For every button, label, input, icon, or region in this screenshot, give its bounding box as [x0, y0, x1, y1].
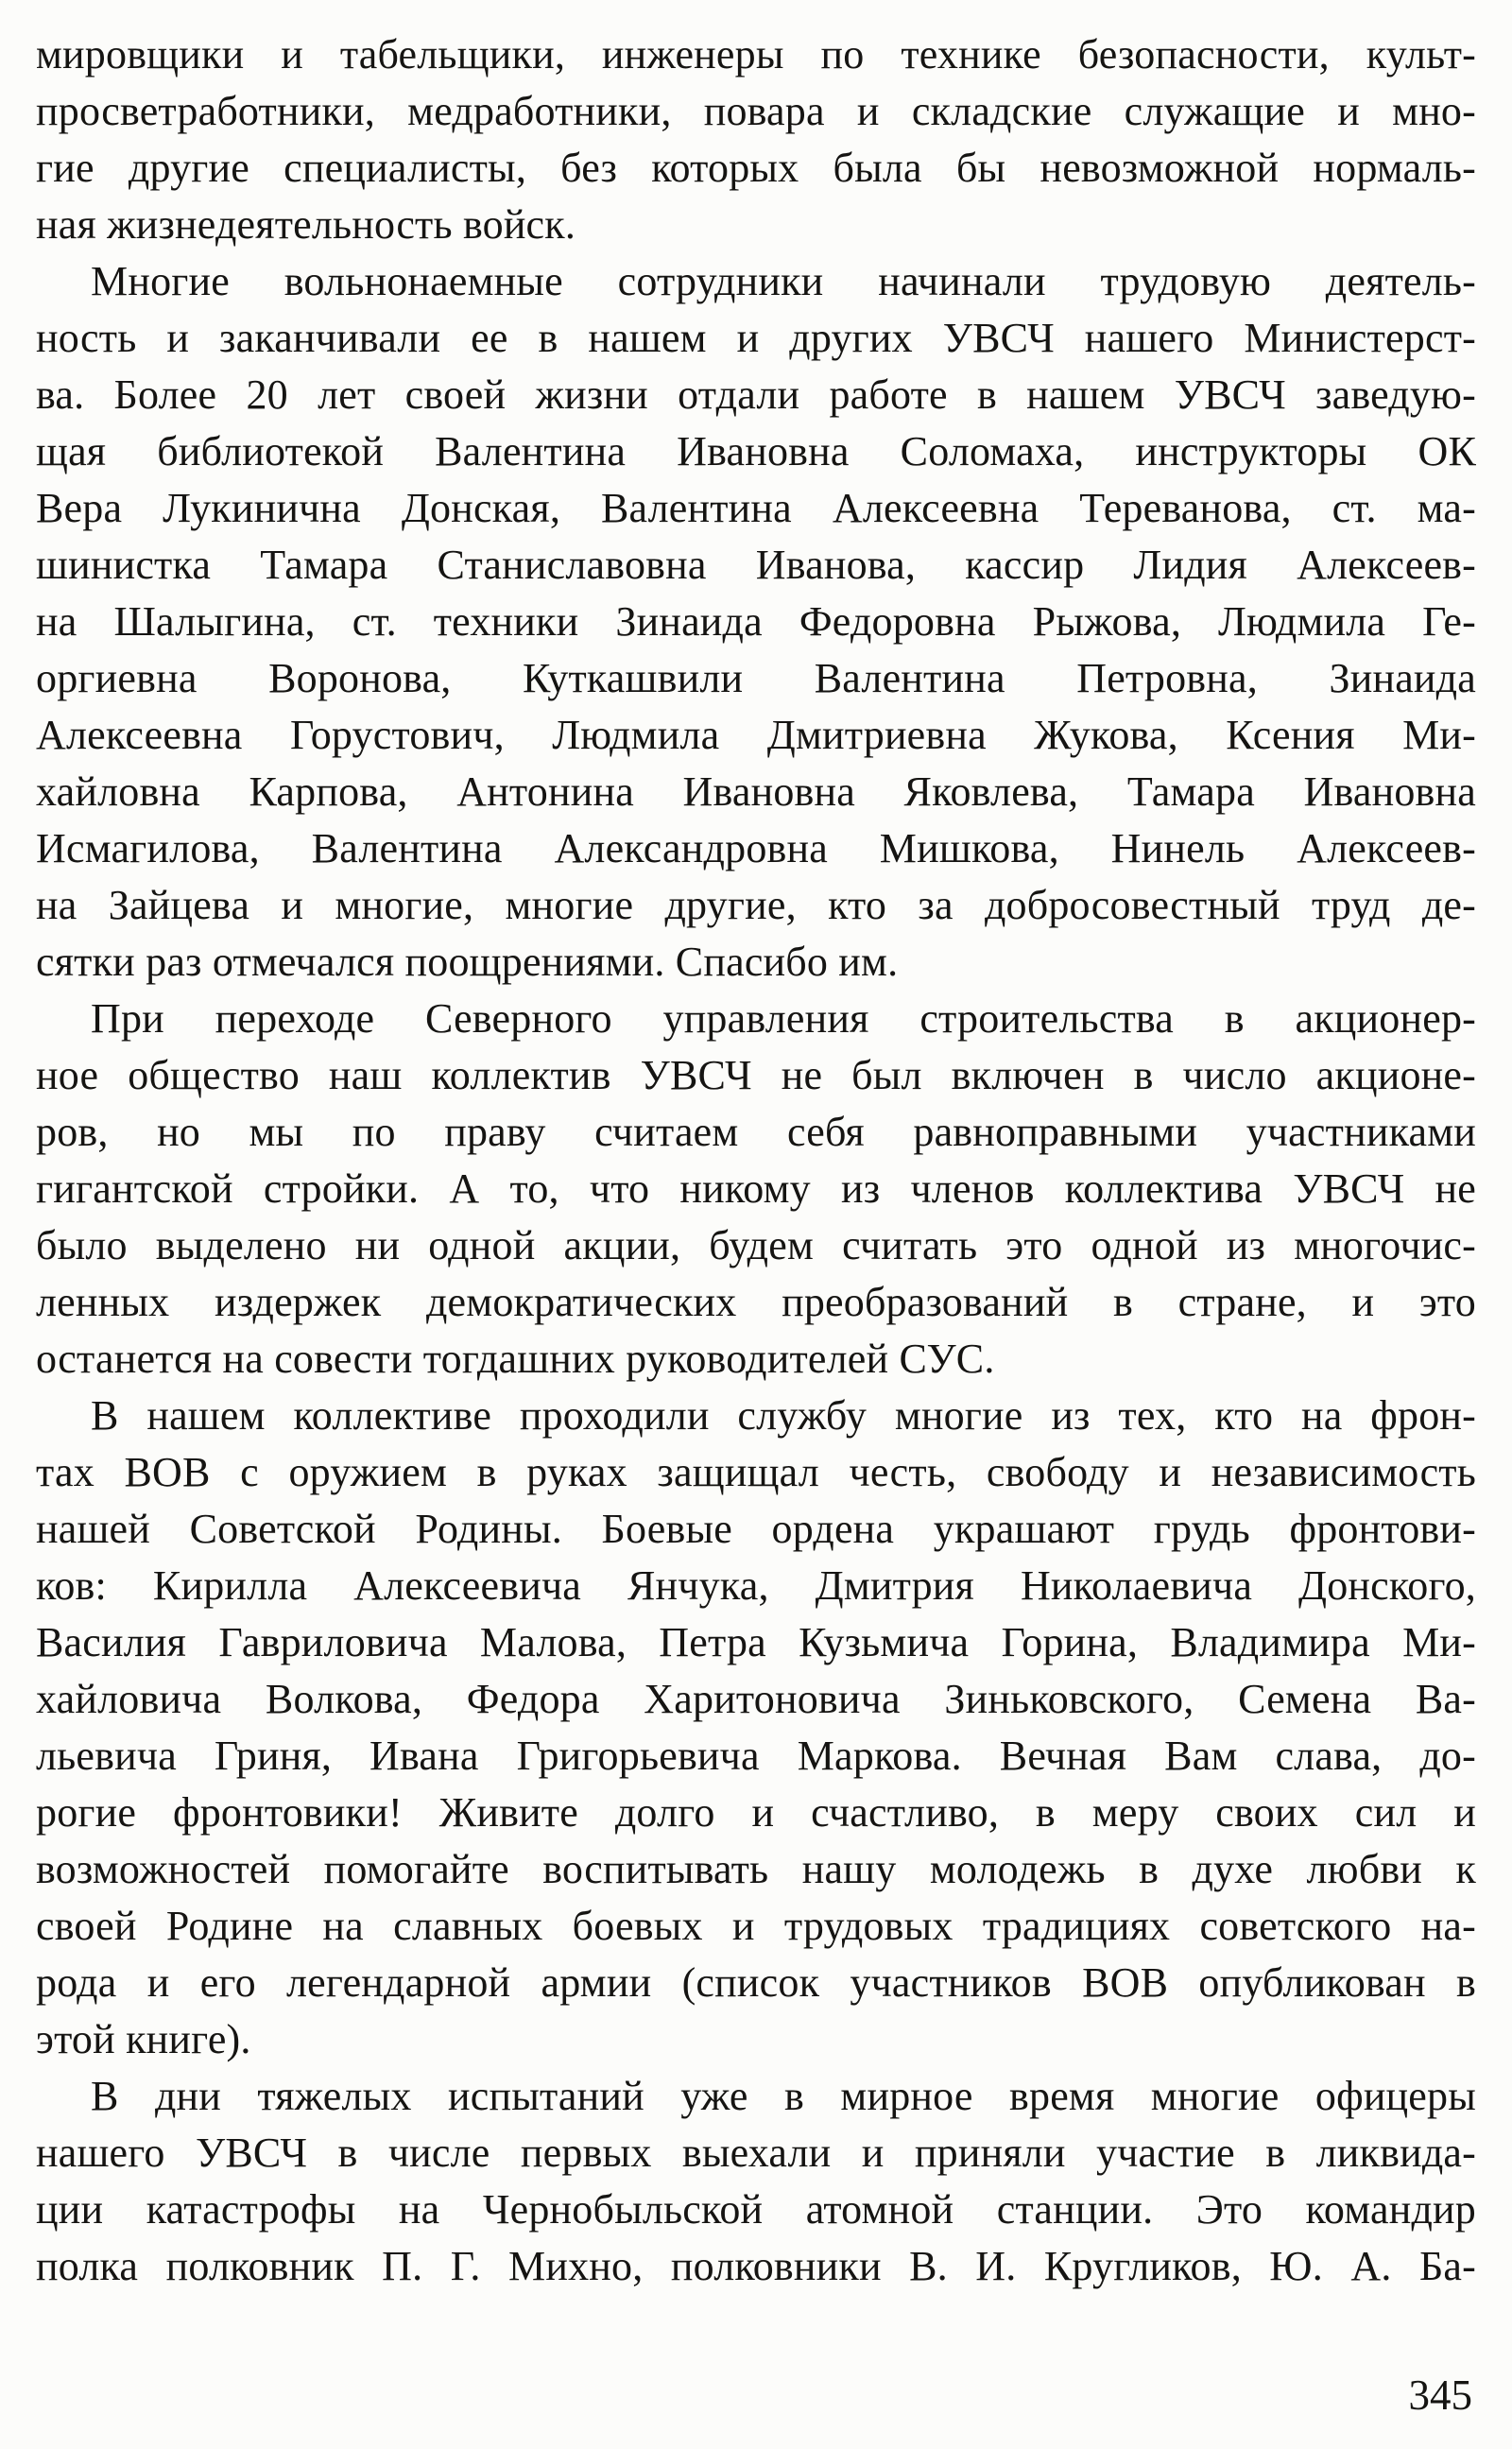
text-line: мировщики и табельщики, инженеры по технике безопасности, культ- [36, 31, 1476, 78]
text-line: ров, но мы по праву считаем себя равноправными участниками [36, 1109, 1476, 1155]
text-line: ков: Кирилла Алексеевича Янчука, Дмитрия Николаевича Донского, [36, 1562, 1476, 1609]
text-line: ленных издержек демократических преобразований в стране, и это [36, 1279, 1476, 1325]
text-line: хайловна Карпова, Антонина Ивановна Яковлева, Тамара Ивановна [36, 768, 1476, 815]
text-line: льевича Гриня, Ивана Григорьевича Маркова. Вечная Вам слава, до- [36, 1733, 1476, 1779]
text-line: нашего УВСЧ в числе первых выехали и приняли участие в ликвида- [36, 2130, 1476, 2176]
text-line: ность и заканчивали ее в нашем и других УВСЧ нашего Министерст- [36, 315, 1476, 361]
text-line: этой книге). [36, 2016, 251, 2062]
text-line: возможностей помогайте воспитывать нашу молодежь в духе любви к [36, 1846, 1476, 1892]
page-number: 345 [1408, 2371, 1472, 2419]
page-text-block [36, 26, 1476, 2295]
text-line: сятки раз отмечался поощрениями. Спасибо им. [36, 939, 899, 985]
text-line: своей Родине на славных боевых и трудовых традициях советского на- [36, 1903, 1476, 1949]
text-line: В дни тяжелых испытаний уже в мирное время многие офицеры [91, 2073, 1476, 2119]
text-line: Исмагилова, Валентина Александровна Мишкова, Нинель Алексеев- [36, 825, 1476, 871]
text-line: оргиевна Воронова, Куткашвили Валентина Петровна, Зинаида [36, 655, 1476, 701]
text-line: ва. Более 20 лет своей жизни отдали работе в нашем УВСЧ заведую- [36, 371, 1476, 418]
text-line: шинистка Тамара Станиславовна Иванова, кассир Лидия Алексеев- [36, 542, 1476, 588]
text-line: Алексеевна Горустович, Людмила Дмитриевна Жукова, Ксения Ми- [36, 712, 1476, 758]
text-line: Василия Гавриловича Малова, Петра Кузьмича Горина, Владимира Ми- [36, 1619, 1476, 1665]
text-line: останется на совести тогдашних руководителей СУС. [36, 1336, 995, 1382]
text-line: гие другие специалисты, без которых была бы невозможной нормаль- [36, 145, 1476, 191]
text-line: было выделено ни одной акции, будем считать это одной из многочис- [36, 1222, 1476, 1268]
text-line: гигантской стройки. А то, что никому из членов коллектива УВСЧ не [36, 1165, 1476, 1212]
text-line: В нашем коллективе проходили службу многие из тех, кто на фрон- [91, 1392, 1476, 1439]
text-line: полка полковник П. Г. Михно, полковники В. И. Кругликов, Ю. А. Ба- [36, 2243, 1476, 2289]
text-line: рода и его легендарной армии (список участников ВОВ опубликован в [36, 1959, 1476, 2006]
text-line: просветработники, медработники, повара и складские служащие и мно- [36, 88, 1476, 134]
text-line: на Шалыгина, ст. техники Зинаида Федоровна Рыжова, Людмила Ге- [36, 598, 1476, 645]
text-line: Вера Лукинична Донская, Валентина Алексеевна Тереванова, ст. ма- [36, 485, 1476, 531]
text-line: хайловича Волкова, Федора Харитоновича Зиньковского, Семена Ва- [36, 1676, 1476, 1722]
text-line: ции катастрофы на Чернобыльской атомной станции. Это командир [36, 2186, 1476, 2233]
text-line: щая библиотекой Валентина Ивановна Соломаха, инструкторы ОК [36, 428, 1476, 474]
text-line: ная жизнедеятельность войск. [36, 201, 576, 248]
text-line: тах ВОВ с оружием в руках защищал честь, свободу и независимость [36, 1449, 1476, 1495]
text-line: ное общество наш коллектив УВСЧ не был включен в число акционе- [36, 1052, 1476, 1098]
text-line: нашей Советской Родины. Боевые ордена украшают грудь фронтови- [36, 1506, 1476, 1552]
text-line: на Зайцева и многие, многие другие, кто за добросовестный труд де- [36, 882, 1476, 928]
text-line: Многие вольнонаемные сотрудники начинали трудовую деятель- [91, 258, 1476, 304]
text-line: рогие фронтовики! Живите долго и счастливо, в меру своих сил и [36, 1789, 1476, 1836]
text-line: При переходе Северного управления строительства в акционер- [91, 995, 1476, 1042]
